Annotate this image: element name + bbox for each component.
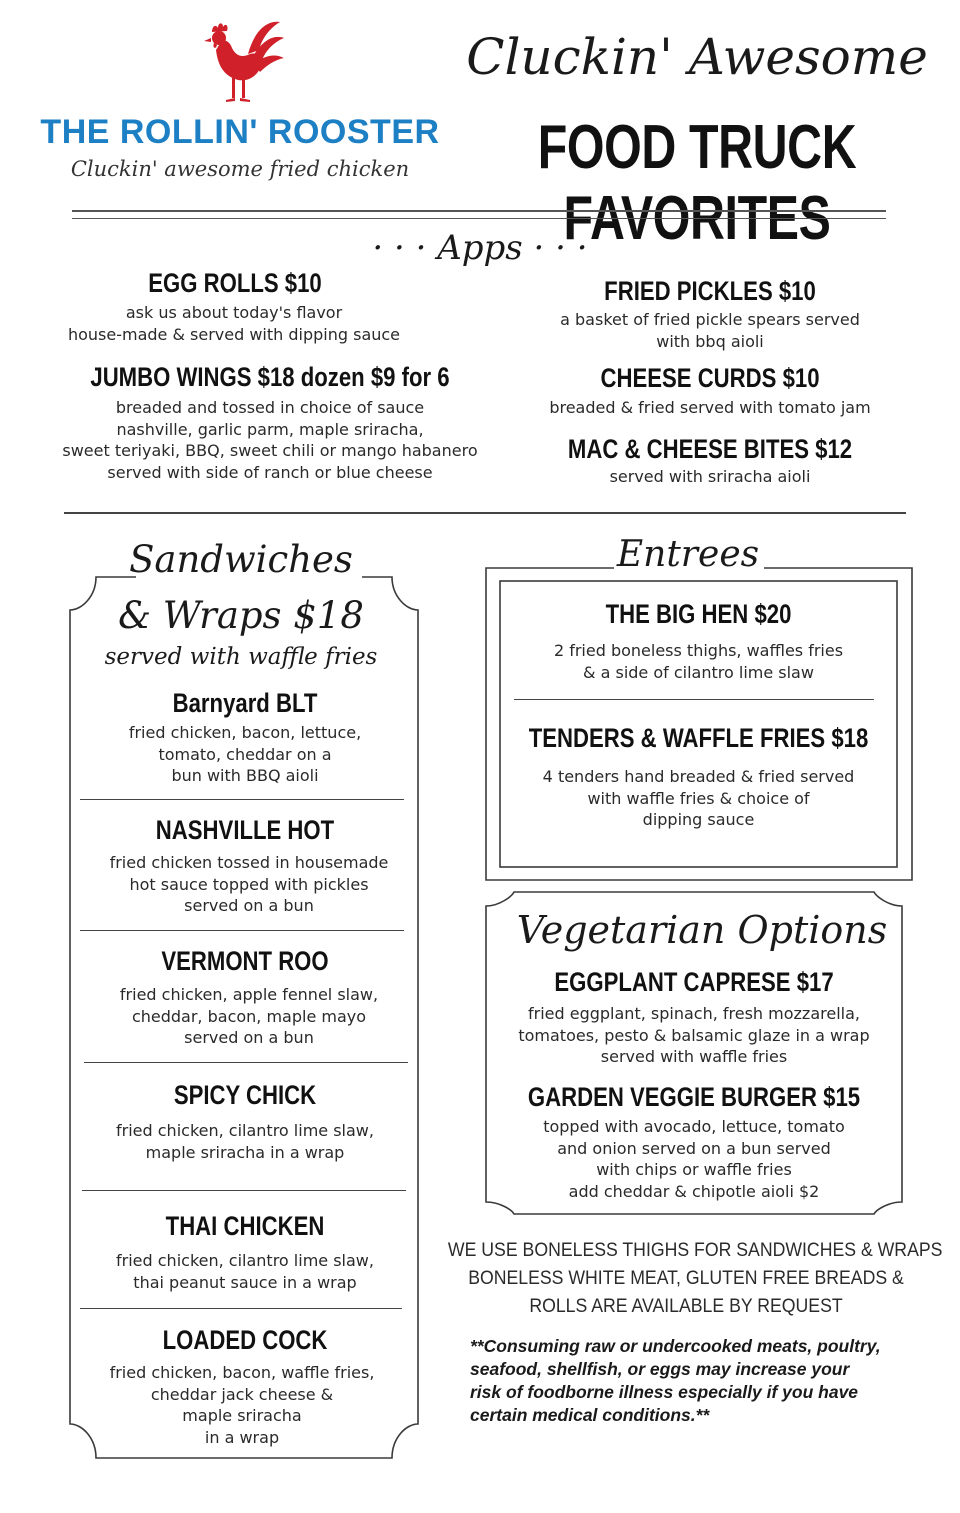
sandwich-divider — [80, 799, 404, 800]
veg-desc-garden-veggie-burger: topped with avocado, lettuce, tomato and onion served on a bun served with chips or waffle fries add cheddar & chipotle aioli $2 — [543, 1117, 845, 1201]
food-safety-warning: **Consuming raw or undercooked meats, poultry, seafood, shellfish, or eggs may increase your risk of foodborne illness especially if you have certain medical conditions.** — [470, 1336, 881, 1425]
entree-divider — [514, 699, 874, 700]
app-title-mac-cheese-bites: MAC & CHEESE BITES $12 — [567, 434, 853, 464]
sandwich-title-nashville-hot: NASHVILLE HOT — [155, 815, 335, 845]
sandwiches-heading: Sandwiches — [129, 538, 353, 581]
sandwich-desc-spicy-chick: fried chicken, cilantro lime slaw, maple sriracha in a wrap — [116, 1121, 374, 1162]
app-desc-jumbo-wings: breaded and tossed in choice of sauce nashville, garlic parm, maple sriracha, sweet teriyaki, BBQ, sweet chili or mango habanero served with side of ranch or blue cheese — [62, 398, 478, 482]
app-desc-cheese-curds: breaded & fried served with tomato jam — [549, 398, 871, 417]
script-title: Cluckin' Awesome — [466, 28, 928, 86]
apps-heading: · · · Apps · · · — [372, 228, 588, 268]
main-title: FOOD TRUCK FAVORITES — [537, 113, 857, 253]
sandwiches-subheading: served with waffle fries — [104, 644, 378, 670]
sandwich-desc-loaded-cock: fried chicken, bacon, waffle fries, cheddar jack cheese & maple sriracha in a wrap — [109, 1363, 375, 1447]
entree-desc-tenders: 4 tenders hand breaded & fried served with waffle fries & choice of dipping sauce — [542, 767, 855, 829]
sandwiches-heading-price: & Wraps $18 — [118, 594, 364, 637]
vegetarian-heading: Vegetarian Options — [516, 908, 888, 952]
sandwich-title-barnyard-blt: Barnyard BLT — [172, 688, 318, 718]
sandwich-divider — [80, 930, 404, 931]
sandwich-desc-vermont-roo: fried chicken, apple fennel slaw, cheddar, bacon, maple mayo served on a bun — [119, 985, 379, 1047]
sandwich-divider — [84, 1062, 408, 1063]
sandwich-desc-barnyard-blt: fried chicken, bacon, lettuce, tomato, cheddar on a bun with BBQ aioli — [128, 723, 362, 785]
sandwich-divider — [82, 1190, 406, 1191]
entrees-heading: Entrees — [616, 534, 760, 575]
entree-desc-big-hen: 2 fried boneless thighs, waffles fries & a side of cilantro lime slaw — [553, 641, 844, 682]
sandwich-desc-nashville-hot: fried chicken tossed in housemade hot sauce topped with pickles served on a bun — [109, 853, 389, 915]
app-title-egg-rolls: EGG ROLLS $10 — [148, 268, 322, 298]
brand-tagline: Cluckin' awesome fried chicken — [70, 157, 410, 181]
veg-desc-eggplant-caprese: fried eggplant, spinach, fresh mozzarella, tomatoes, pesto & balsamic glaze in a wrap served with waffle fries — [518, 1004, 870, 1066]
veg-title-garden-veggie-burger: GARDEN VEGGIE BURGER $15 — [527, 1082, 861, 1112]
veg-title-eggplant-caprese: EGGPLANT CAPRESE $17 — [554, 967, 834, 997]
entree-title-big-hen: THE BIG HEN $20 — [605, 599, 792, 629]
sandwich-title-vermont-roo: VERMONT ROO — [161, 946, 329, 976]
app-desc-egg-rolls: ask us about today's flavor house-made & served with dipping sauce — [67, 303, 401, 344]
sandwich-desc-thai-chicken: fried chicken, cilantro lime slaw, thai peanut sauce in a wrap — [116, 1251, 374, 1292]
app-title-jumbo-wings: JUMBO WINGS $18 dozen $9 for 6 — [90, 362, 450, 392]
sandwich-title-spicy-chick: SPICY CHICK — [173, 1080, 317, 1110]
sandwich-title-thai-chicken: THAI CHICKEN — [165, 1211, 325, 1241]
brand-name: THE ROLLIN' ROOSTER — [40, 113, 440, 151]
app-title-fried-pickles: FRIED PICKLES $10 — [604, 276, 816, 306]
entree-title-tenders: TENDERS & WAFFLE FRIES $18 — [528, 723, 869, 753]
bread-notice: WE USE BONELESS THIGHS FOR SANDWICHES & WRAPS BONELESS WHITE MEAT, GLUTEN FREE BREADS & ROLLS ARE AVAILABLE BY REQUEST — [447, 1240, 943, 1317]
app-desc-mac-cheese-bites: served with sriracha aioli — [609, 467, 811, 486]
sandwich-divider — [80, 1308, 402, 1309]
app-title-cheese-curds: CHEESE CURDS $10 — [600, 363, 820, 393]
app-desc-fried-pickles: a basket of fried pickle spears served with bbq aioli — [560, 310, 860, 351]
sandwich-title-loaded-cock: LOADED COCK — [162, 1325, 328, 1355]
